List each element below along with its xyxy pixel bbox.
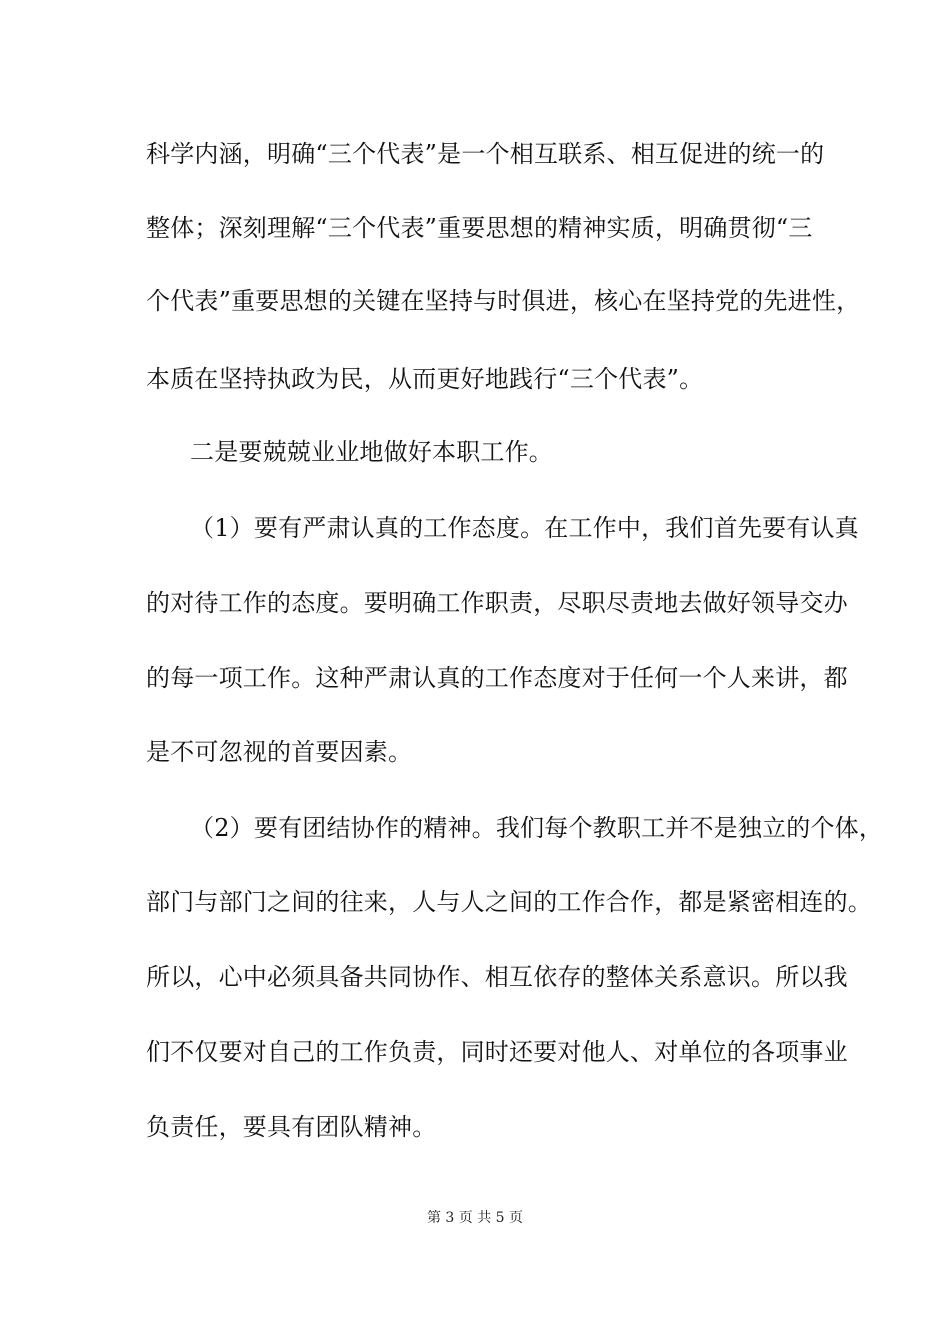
text-line: 所以，心中必须具备共同协作、相互依存的整体关系意识。所以我 [146, 963, 848, 991]
text-line: 个代表”重要思想的关键在坚持与时俱进，核心在坚持党的先进性， [146, 287, 861, 315]
text-line: 们不仅要对自己的工作负责，同时还要对他人、对单位的各项事业 [146, 1038, 848, 1066]
text-line: 本质在坚持执政为民，从而更好地践行“三个代表”。 [146, 365, 704, 393]
text-line: 的对待工作的态度。要明确工作职责，尽职尽责地去做好领导交办 [146, 589, 848, 617]
text-line: 部门与部门之间的往来，人与人之间的工作合作，都是紧密相连的。 [146, 888, 872, 916]
text-line: 整体；深刻理解“三个代表”重要思想的精神实质，明确贯彻“三 [146, 214, 813, 242]
text-line: 的每一项工作。这种严肃认真的工作态度对于任何一个人来讲，都 [146, 664, 848, 692]
text-line: 是不可忽视的首要因素。 [146, 738, 413, 766]
text-line: （2）要有团结协作的精神。我们每个教职工并不是独立的个体， [190, 814, 884, 842]
heading-line: 二是要兢兢业业地做好本职工作。 [190, 438, 553, 466]
text-line: 负责任，要具有团队精神。 [146, 1113, 437, 1141]
text-line: 科学内涵，明确“三个代表”是一个相互联系、相互促进的统一的 [146, 140, 825, 168]
text-line: （1）要有严肃认真的工作态度。在工作中，我们首先要有认真 [190, 514, 859, 542]
page-footer: 第 3 页 共 5 页 [426, 1210, 524, 1226]
